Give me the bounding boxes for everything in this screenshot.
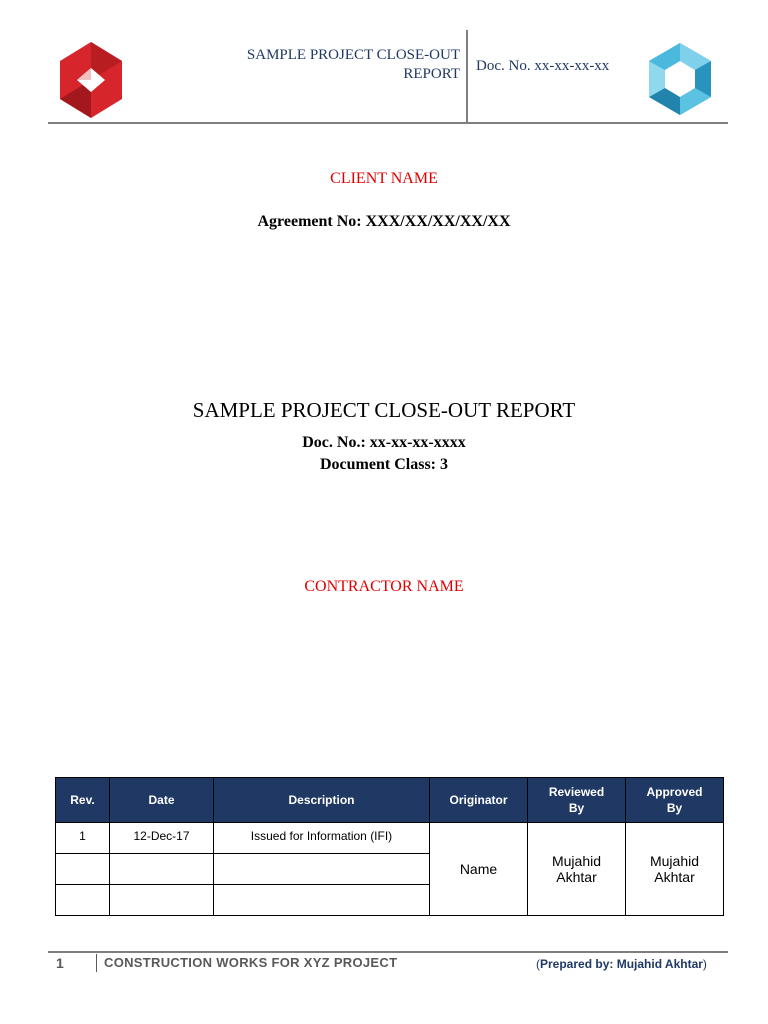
cell-reviewed-by: [528, 823, 626, 916]
cell-approved-by: [626, 823, 724, 916]
table-header-row: [56, 778, 724, 823]
header-date: Date: [110, 778, 214, 823]
approved-by-line1: Mujahid: [649, 853, 700, 869]
footer-paren-open: (: [536, 957, 540, 971]
cell-rev: 1: [56, 823, 110, 854]
header-reviewed-by: [528, 778, 626, 823]
cell-date: 12-Dec-17: [110, 823, 214, 854]
header-approved-by: [626, 778, 724, 823]
cell-originator: Name: [430, 823, 528, 916]
document-class: Document Class: 3: [320, 456, 448, 473]
table-row: [56, 823, 724, 854]
header-title-line1: SAMPLE PROJECT CLOSE-OUT: [246, 47, 460, 63]
reviewed-by-line1: Mujahid: [551, 853, 602, 869]
footer-rule: [48, 951, 728, 953]
footer-divider: [96, 954, 97, 972]
page-number: 1: [56, 955, 64, 971]
cell-empty: [56, 854, 110, 885]
header-approved-line1: Approved: [646, 785, 703, 799]
footer-prepared-by: [536, 957, 707, 971]
cell-empty: [214, 885, 430, 916]
header-reviewed-line1: Reviewed: [548, 785, 605, 799]
cell-empty: [110, 885, 214, 916]
footer-project-name: CONSTRUCTION WORKS FOR XYZ PROJECT: [104, 955, 398, 970]
header-doc-number: Doc. No. xx-xx-xx-xx: [476, 58, 610, 74]
cell-empty: [56, 885, 110, 916]
client-name: CLIENT NAME: [330, 170, 438, 187]
cell-empty: [214, 854, 430, 885]
footer-prepared-label: Prepared by: Mujahid Akhtar: [540, 957, 703, 971]
header-title: [200, 46, 460, 84]
header-reviewed-line2: By: [568, 801, 585, 815]
cell-description: Issued for Information (IFI): [214, 823, 430, 854]
approved-by-line2: Akhtar: [654, 869, 695, 885]
reviewed-by-line2: Akhtar: [556, 869, 597, 885]
header-rev: Rev.: [56, 778, 110, 823]
document-number: Doc. No.: xx-xx-xx-xxxx: [302, 434, 466, 451]
header-rule: [48, 122, 728, 124]
revision-table: [55, 777, 724, 916]
header-approved-line2: By: [666, 801, 683, 815]
footer-paren-close: ): [702, 957, 707, 971]
cell-empty: [110, 854, 214, 885]
contractor-name: CONTRACTOR NAME: [304, 578, 464, 595]
red-diamond-logo-icon: [60, 42, 122, 118]
header-divider: [466, 30, 468, 124]
header-originator: Originator: [430, 778, 528, 823]
header-title-line2: REPORT: [403, 66, 460, 82]
agreement-number: Agreement No: XXX/XX/XX/XX/XX: [257, 213, 511, 230]
blue-hexagon-logo-icon: [645, 43, 715, 115]
report-title: SAMPLE PROJECT CLOSE-OUT REPORT: [192, 398, 576, 422]
header-description: Description: [214, 778, 430, 823]
